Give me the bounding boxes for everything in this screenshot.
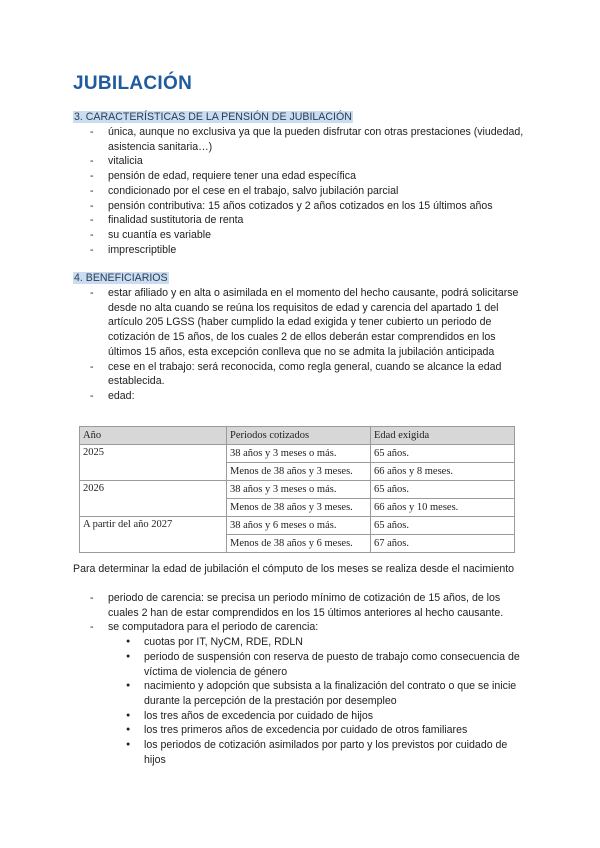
table-cell: 65 años. [371,517,515,535]
table-cell: 65 años. [371,481,515,499]
list-item: - pensión de edad, requiere tener una edad específica [0,169,528,184]
section-3-list [0,125,600,257]
table-row [80,445,515,463]
table-cell: 67 años. [371,535,515,553]
table-cell: 38 años y 3 meses o más. [227,445,371,463]
table-row [80,481,515,499]
list-item: - estar afiliado y en alta o asimilada en el momento del hecho causante, podrá solicitarse desde no alta cuando se reúna los requisitos de edad y carencia del apartado 1 del artículo 205 LGSS (haber cumplido la edad exigida y tener cubierto un periodo de cotización de 15 años, de los cuales 2 de ellos deberán estar comprendidos en los últimos 15 años, esta excepción conlleva que no se admita la jubilación anticipada [0,286,528,360]
table-row [80,517,515,535]
table-header: Edad exigida [371,427,515,445]
table-cell-year: A partir del año 2027 [80,517,227,553]
carencia-sublist [108,635,528,767]
sublist-item: ● los periodos de cotización asimilados por parto y los previstos por cuidado de hijos [108,738,528,767]
list-item: - condicionado por el cese en el trabajo, salvo jubilación parcial [0,184,528,199]
section-4-list [0,286,600,404]
carencia-list [0,591,600,767]
list-item: - edad: [0,389,528,404]
list-item: - periodo de carencia: se precisa un periodo mínimo de cotización de 15 años, de los cuales 2 han de estar comprendidos en los 15 últimos anteriores al hecho causante. [0,591,528,620]
table-cell-year: 2025 [80,445,227,481]
table-cell: Menos de 38 años y 3 meses. [227,463,371,481]
table-header: Periodos cotizados [227,427,371,445]
sublist-item: ● cuotas por IT, NyCM, RDE, RDLN [108,635,528,650]
age-computation-paragraph: Para determinar la edad de jubilación el cómputo de los meses se realiza desde el nacimiento [73,563,515,575]
table-cell: 38 años y 6 meses o más. [227,517,371,535]
table-cell: 66 años y 10 meses. [371,499,515,517]
table-cell: Menos de 38 años y 3 meses. [227,499,371,517]
list-item: - cese en el trabajo: será reconocida, como regla general, cuando se alcance la edad establecida. [0,360,528,389]
table-cell: Menos de 38 años y 6 meses. [227,535,371,553]
list-item: - única, aunque no exclusiva ya que la pueden disfrutar con otras prestaciones (viudedad, asistencia sanitaria…) [0,125,528,154]
table-cell-year: 2026 [80,481,227,517]
sublist-item: ● periodo de suspensión con reserva de puesto de trabajo como consecuencia de víctima de violencia de género [108,650,528,679]
list-item: - vitalicia [0,154,528,169]
page-title: JUBILACIÓN [73,73,193,94]
sublist-item: ● nacimiento y adopción que subsista a la finalización del contrato o que se inicie durante la percepción de la prestación por desempleo [108,679,528,708]
table-cell: 38 años y 3 meses o más. [227,481,371,499]
age-table [79,426,515,553]
sublist-item: ● los tres años de excedencia por cuidado de hijos [108,709,528,724]
table-cell: 66 años y 8 meses. [371,463,515,481]
section-3-heading: 3. CARACTERÍSTICAS DE LA PENSIÓN DE JUBILACIÓN [74,111,352,123]
list-item: - finalidad sustitutoria de renta [0,213,528,228]
section-4-heading: 4. BENEFICIARIOS [74,272,168,284]
list-item: - imprescriptible [0,243,528,258]
table-header: Año [80,427,227,445]
list-item: - su cuantía es variable [0,228,528,243]
list-item: - pensión contributiva: 15 años cotizados y 2 años cotizados en los 15 últimos años [0,199,528,214]
table-cell: 65 años. [371,445,515,463]
table-header-row [80,427,515,445]
sublist-item: ● los tres primeros años de excedencia por cuidado de otros familiares [108,723,528,738]
list-item: - se computadora para el periodo de carencia: ● cuotas por IT, NyCM, RDE, RDLN ● periodo de suspensión con reserva de puesto de trabajo como consecuencia de víctima de violencia de género ● nacimiento y adopción que subsista a la finalización del contrato o que se inicie durante la percepción de la prestación por desempleo ● los tres años de excedencia por cuidado de hijos ● los tres primeros años de excedencia por cuidado de otros familiares ● los periodos de cotización asimilados por parto y los previstos por cuidado de hijos [0,620,528,767]
